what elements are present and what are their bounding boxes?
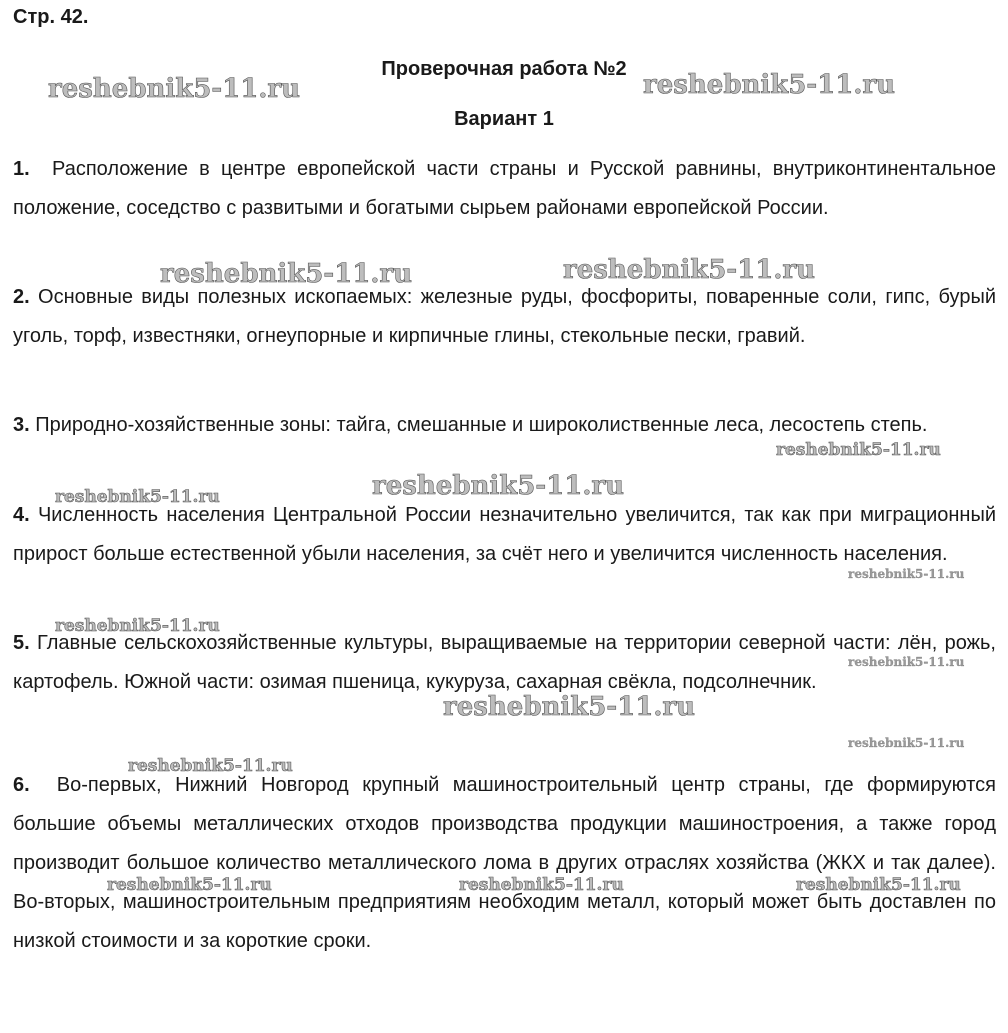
answer-number: 6. <box>13 774 30 796</box>
watermark: reshebnik5-11.ru <box>643 70 896 100</box>
answer-4 <box>13 496 996 574</box>
answer-number: 1. <box>13 158 30 180</box>
watermark: reshebnik5-11.ru <box>848 567 965 581</box>
watermark: reshebnik5-11.ru <box>459 875 624 895</box>
answer-2 <box>13 278 996 356</box>
variant-heading: Вариант 1 <box>454 108 554 130</box>
watermark: reshebnik5-11.ru <box>848 736 965 750</box>
answer-number: 2. <box>13 286 30 308</box>
answer-text: Главные сельскохозяйственные культуры, выращиваемые на территории северной части: лён, рожь, картофель. Южной части: озимая пшеница, кукуруза, сахарная свёкла, подсолнечник. <box>13 632 996 693</box>
answer-text: Основные виды полезных ископаемых: железные руды, фосфориты, поваренные соли, гипс, бурый уголь, торф, известняки, огнеупорные и кирпичные глины, стекольные пески, гравий. <box>13 286 997 347</box>
watermark: reshebnik5-11.ru <box>160 259 413 289</box>
answer-text: Во-первых, Нижний Новгород крупный машиностроительный центр страны, где формируются большие объемы металлических отходов производства продукции машиностроения, а также город производит большое количество металлического лома в других отраслях хозяйства (ЖКХ и так далее). Во-вторых, машиностроительным предприятиям необходим металл, который может быть доставлен по низкой стоимости и за короткие сроки. <box>13 774 996 952</box>
answer-5 <box>13 624 996 702</box>
answer-number: 4. <box>13 504 30 526</box>
answer-1 <box>13 150 996 228</box>
watermark: reshebnik5-11.ru <box>443 692 696 722</box>
watermark: reshebnik5-11.ru <box>563 255 816 285</box>
page-number: Стр. 42. <box>13 6 89 28</box>
answer-number: 3. <box>13 414 30 436</box>
watermark: reshebnik5-11.ru <box>128 756 293 776</box>
watermark: reshebnik5-11.ru <box>107 875 272 895</box>
watermark: reshebnik5-11.ru <box>55 487 220 507</box>
answer-6 <box>13 766 996 961</box>
answer-text: Расположение в центре европейской части страны и Русской равнины, внутриконтинентальное положение, соседство с развитыми и богатыми сырьем районами европейской России. <box>13 158 996 219</box>
watermark: reshebnik5-11.ru <box>848 655 965 669</box>
watermark: reshebnik5-11.ru <box>776 440 941 460</box>
watermark: reshebnik5-11.ru <box>55 616 220 636</box>
answer-text: Природно-хозяйственные зоны: тайга, смешанные и широколиственные леса, лесостепь степь. <box>35 414 928 436</box>
answer-number: 5. <box>13 632 30 654</box>
answer-3 <box>13 406 996 445</box>
watermark: reshebnik5-11.ru <box>796 875 961 895</box>
document-title: Проверочная работа №2 <box>381 58 627 80</box>
watermark: reshebnik5-11.ru <box>48 74 301 104</box>
watermark: reshebnik5-11.ru <box>372 471 625 501</box>
answer-text: Численность населения Центральной России незначительно увеличится, так как при миграционный прирост больше естественной убыли населения, за счёт него и увеличится численность населения. <box>13 504 997 565</box>
